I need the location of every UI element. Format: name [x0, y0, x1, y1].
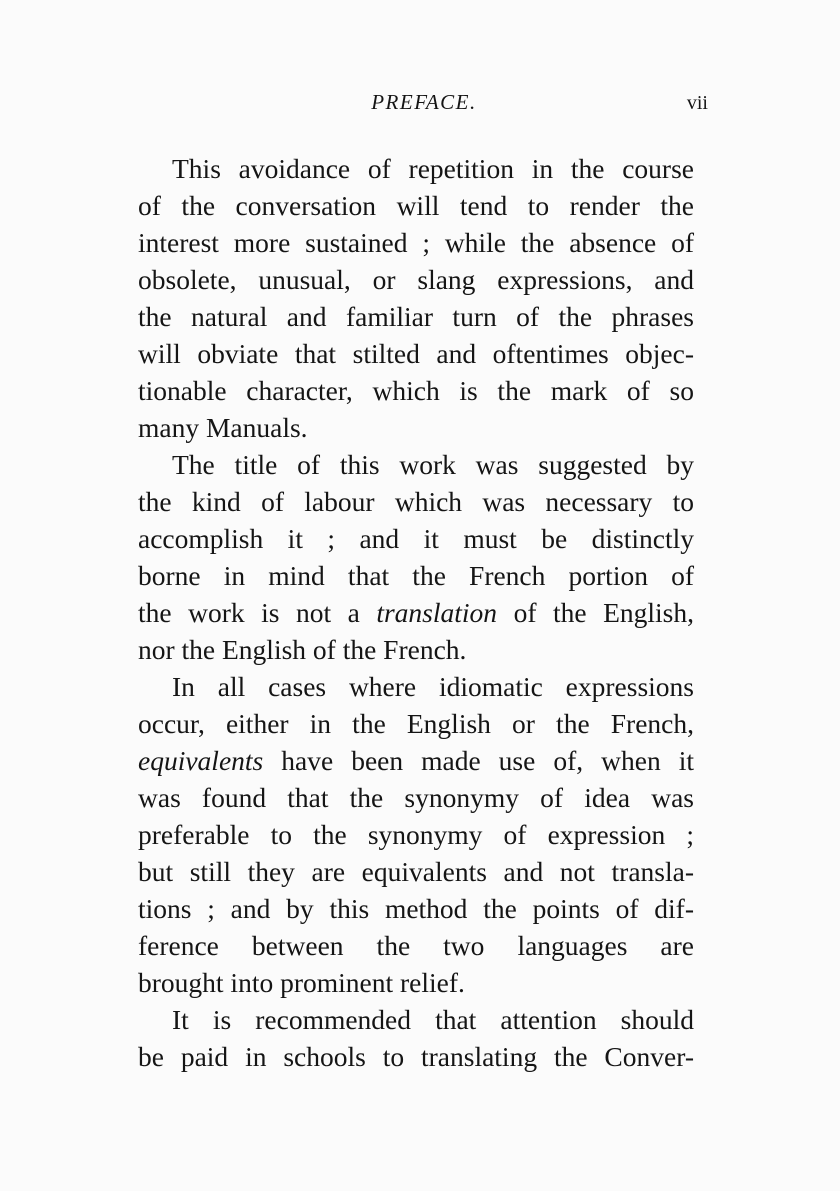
text-run: the work is not a [138, 597, 360, 628]
text-line: occur, either in the English or the French, [138, 708, 694, 739]
text-line: ference between the two languages are [138, 930, 694, 961]
text-line: In all cases where idiomatic expressions [172, 671, 694, 702]
paragraph-2 [138, 446, 694, 668]
text-line: This avoidance of repetition in the course [172, 153, 694, 184]
text-line: tionable character, which is the mark of so [138, 375, 694, 406]
text-line: will obviate that stilted and oftentimes objec- [138, 338, 694, 369]
text-line: interest more sustained ; while the absence of [138, 227, 694, 258]
page-number: vii [686, 92, 708, 114]
text-line: obsolete, unusual, or slang expressions, and [138, 264, 694, 295]
text-line: but still they are equivalents and not transla- [138, 856, 694, 887]
paragraph-3 [138, 668, 694, 1001]
italic-word-equivalents: equivalents [138, 745, 264, 776]
text-line: It is recommended that attention should [172, 1004, 694, 1035]
text-line: preferable to the synonymy of expression ; [138, 819, 694, 850]
running-head [138, 90, 710, 120]
text-run: of the English, [513, 597, 694, 628]
paragraph-1 [138, 150, 694, 446]
text-line: be paid in schools to translating the Conver- [138, 1041, 694, 1072]
text-line: The title of this work was suggested by [172, 449, 694, 480]
text-line: brought into prominent relief. [138, 967, 465, 998]
text-run: have been made use of, when it [281, 745, 694, 776]
body-text [138, 150, 694, 1075]
text-line: tions ; and by this method the points of dif- [138, 893, 694, 924]
text-line-with-italic [138, 594, 694, 631]
text-line: the kind of labour which was necessary to [138, 486, 694, 517]
text-line: of the conversation will tend to render the [138, 190, 694, 221]
italic-word-translation: translation [376, 597, 498, 628]
text-line: accomplish it ; and it must be distinctly [138, 523, 694, 554]
paragraph-4 [138, 1001, 694, 1075]
running-title: PREFACE. [371, 90, 477, 114]
text-line: was found that the synonymy of idea was [138, 782, 694, 813]
text-line: many Manuals. [138, 412, 308, 443]
text-line-with-italic [138, 742, 694, 779]
text-line: the natural and familiar turn of the phrases [138, 301, 694, 332]
text-line: nor the English of the French. [138, 634, 467, 665]
text-line: borne in mind that the French portion of [138, 560, 694, 591]
